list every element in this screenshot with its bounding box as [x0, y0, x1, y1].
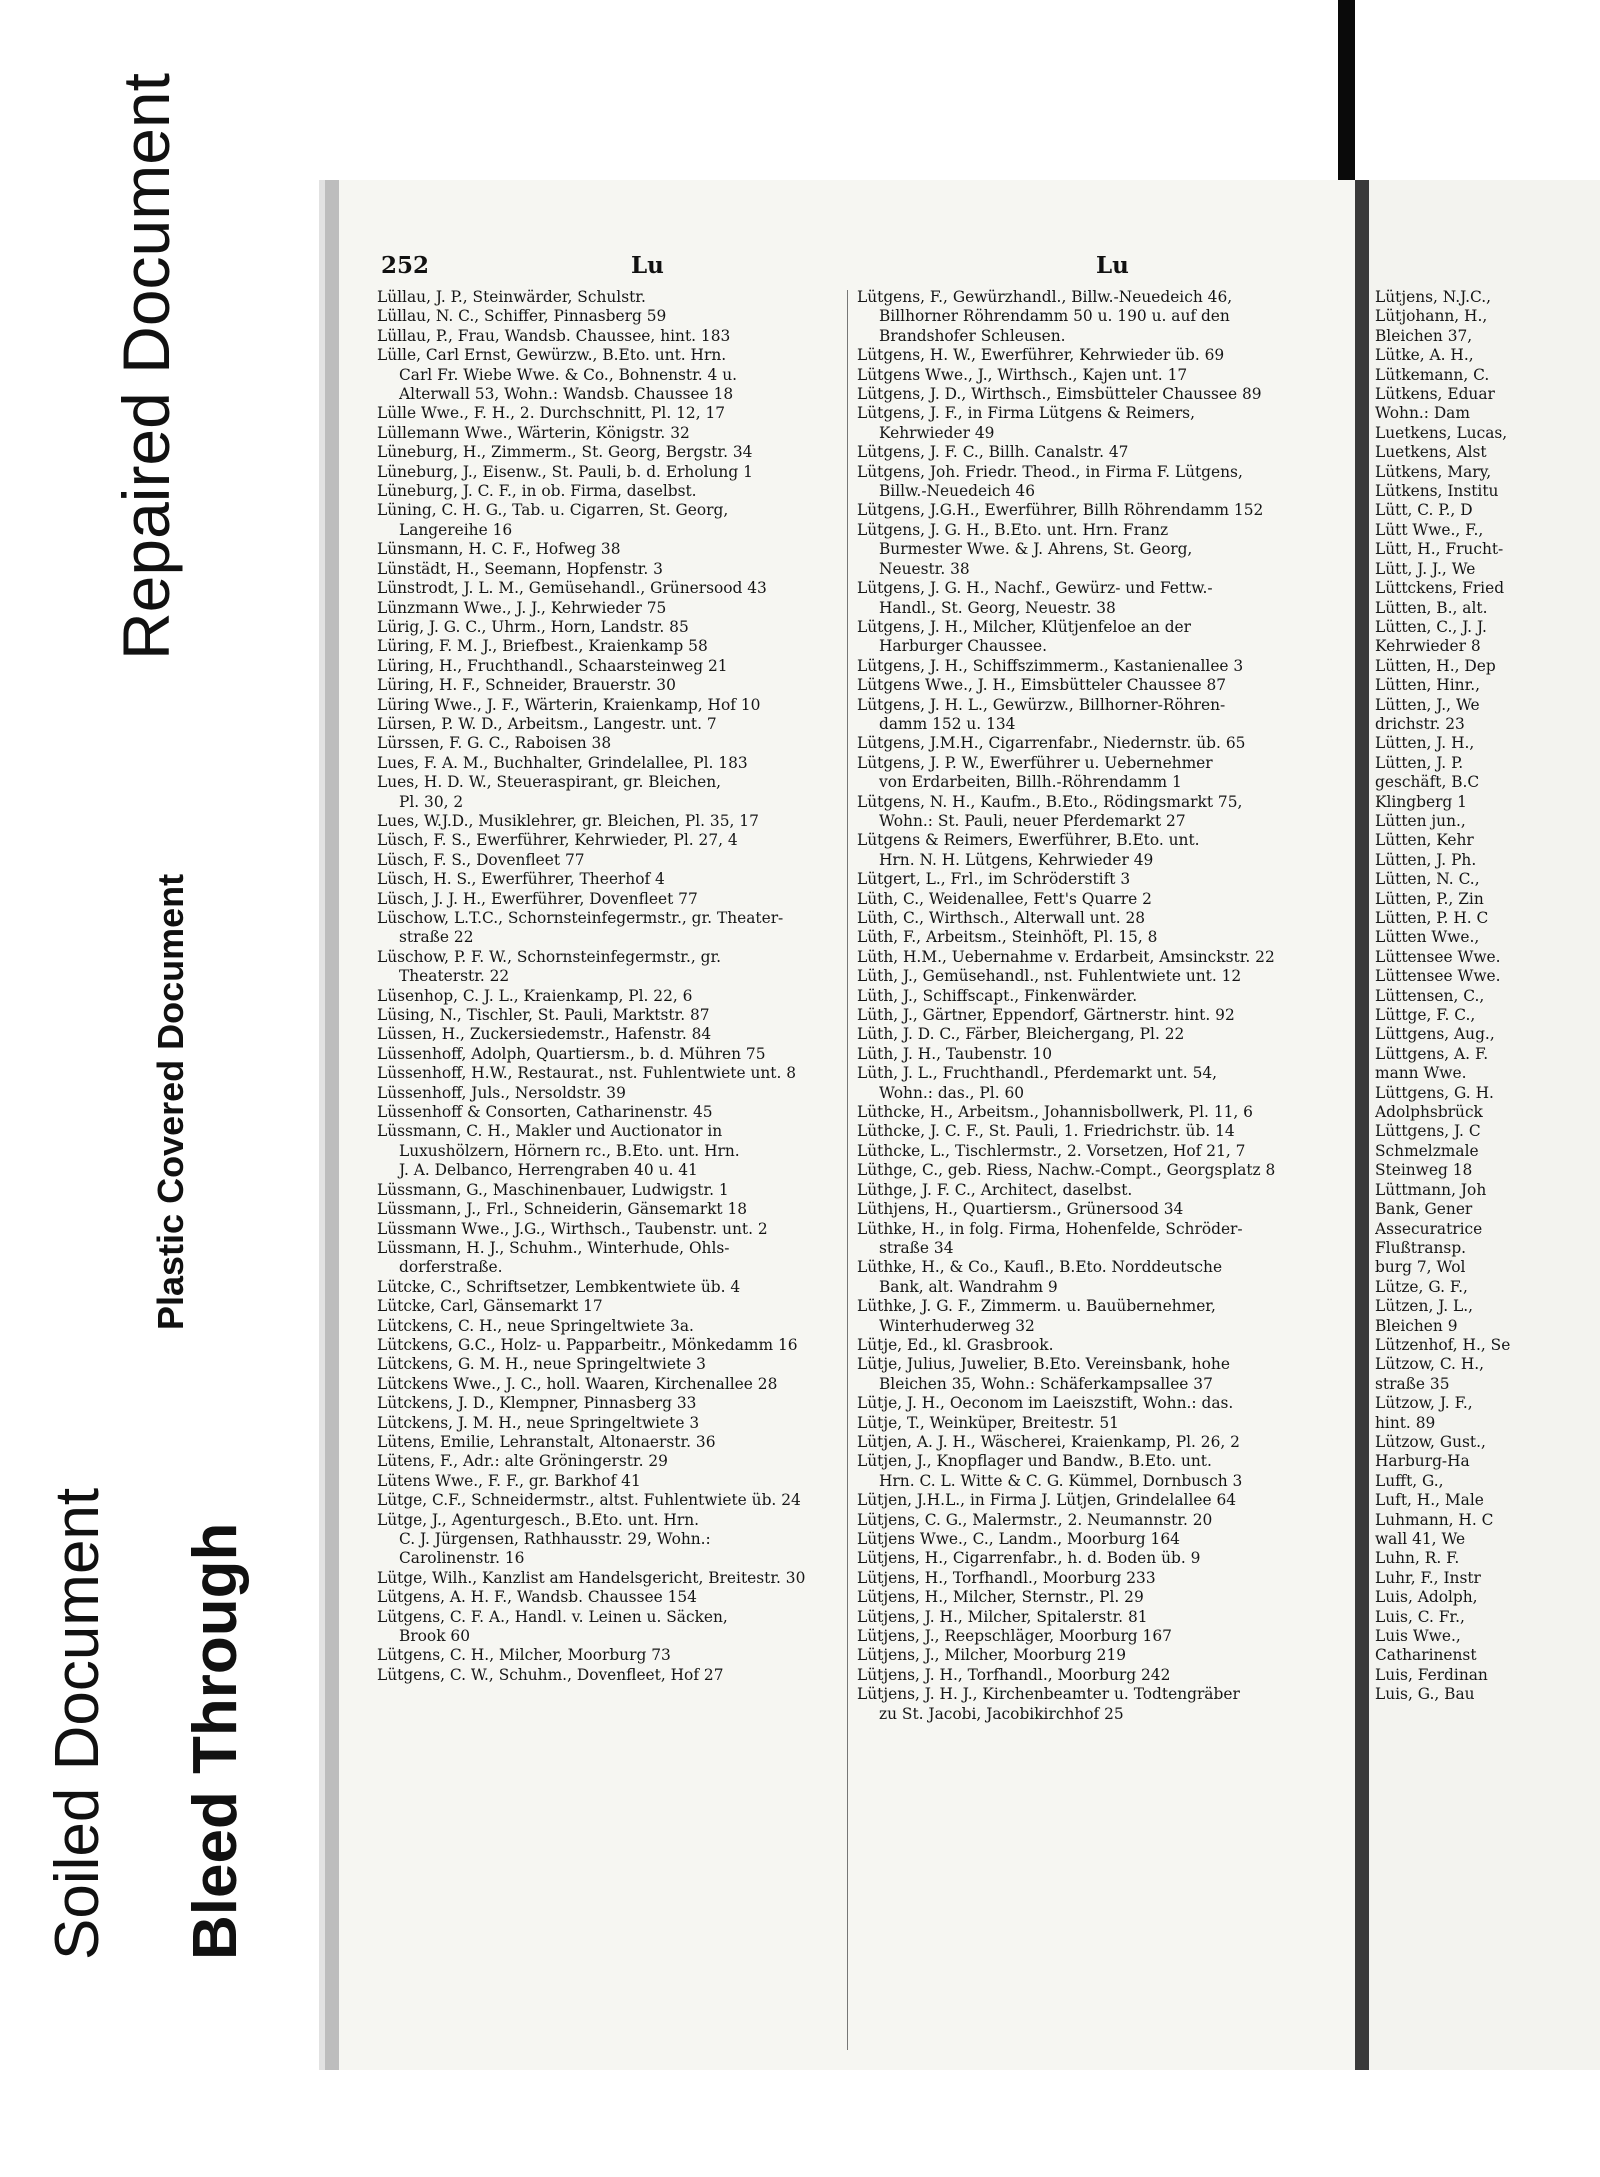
directory-page — [325, 180, 1369, 2070]
facing-entry-fragment: Lüttgens, G. H. — [1375, 1083, 1494, 1102]
page-number: 252 — [381, 252, 430, 279]
directory-entry-line: Lüth, C., Weidenallee, Fett's Quarre 2 — [857, 889, 1152, 908]
directory-entry-line: Lünzmann Wwe., J. J., Kehrwieder 75 — [377, 598, 667, 617]
directory-entry-line: Lüth, J. D. C., Färber, Bleichergang, Pl. 22 — [857, 1025, 1185, 1044]
directory-entry-line: Lütge, Wilh., Kanzlist am Handelsgericht, Breitestr. 30 — [377, 1568, 806, 1587]
directory-entry-line: Lüssmann Wwe., J.G., Wirthsch., Taubenstr. unt. 2 — [377, 1219, 768, 1238]
directory-entry-line: Lütgens, N. H., Kaufm., B.Eto., Rödingsmarkt 75, — [857, 792, 1243, 811]
directory-entry-line: Lütckens, J. M. H., neue Springeltwiete 3 — [377, 1413, 700, 1432]
directory-entry-line: Lütgens, C. H., Milcher, Moorburg 73 — [377, 1646, 671, 1665]
facing-entry-fragment: Lützenhof, H., Se — [1375, 1335, 1511, 1354]
facing-entry-fragment: Lütten, Hinr., — [1375, 676, 1481, 695]
directory-entry-line: Lütgens Wwe., J. H., Eimsbütteler Chaussee 87 — [857, 676, 1227, 695]
facing-entry-fragment: Lütkens, Eduar — [1375, 385, 1495, 404]
directory-entry-line: Lütckens, J. D., Klempner, Pinnasberg 33 — [377, 1394, 697, 1413]
facing-entry-fragment: Lütten jun., — [1375, 811, 1466, 830]
directory-entry-line: Luxushölzern, Hörnern rc., B.Eto. unt. Hrn. — [399, 1141, 740, 1160]
facing-entry-fragment: Assecuratrice — [1375, 1219, 1483, 1238]
facing-entry-fragment: Lütkens, Mary, — [1375, 462, 1492, 481]
degradation-labels — [0, 0, 320, 2177]
directory-entry-line: Lüneburg, J. C. F., in ob. Firma, daselbst. — [377, 482, 697, 501]
directory-entry-line: Lüring, H. F., Schneider, Brauerstr. 30 — [377, 676, 676, 695]
directory-entry-line: Lütgens, J.G.H., Ewerführer, Billh Röhrendamm 152 — [857, 501, 1264, 520]
directory-entry-line: Lüssen, H., Zuckersiedemstr., Hafenstr. 84 — [377, 1025, 712, 1044]
facing-entry-fragment: Lütten, B., alt. — [1375, 598, 1488, 617]
directory-entry-line: Lütjen, J., Knopflager und Bandw., B.Eto. unt. — [857, 1452, 1212, 1471]
facing-entry-fragment: Schmelzmale — [1375, 1141, 1479, 1160]
directory-entry-line: Lütgens, J. D., Wirthsch., Eimsbütteler Chaussee 89 — [857, 385, 1262, 404]
book-gutter — [1355, 180, 1369, 2070]
directory-entry-line: Lüsch, F. S., Ewerführer, Kehrwieder, Pl. 27, 4 — [377, 831, 738, 850]
directory-entry-line: Lütje, Julius, Juwelier, B.Eto. Vereinsbank, hohe — [857, 1355, 1230, 1374]
directory-entry-line: Alterwall 53, Wohn.: Wandsb. Chaussee 18 — [399, 385, 734, 404]
directory-entry-line: Lütjens, C. G., Malermstr., 2. Neumannstr. 20 — [857, 1510, 1213, 1529]
facing-entry-fragment: Bank, Gener — [1375, 1200, 1473, 1219]
directory-entry-line: Lütgens, J. G. H., B.Eto. unt. Hrn. Franz — [857, 520, 1169, 539]
page-header — [381, 252, 1311, 288]
facing-entry-fragment: Lütten, H., Dep — [1375, 656, 1496, 675]
facing-entry-fragment: Lüttmann, Joh — [1375, 1180, 1487, 1199]
directory-entry-line: Handl., St. Georg, Neuestr. 38 — [879, 598, 1116, 617]
directory-entry-line: Lütgens, J. H., Milcher, Klütjenfeloe an der — [857, 617, 1192, 636]
directory-entry-line: Lülle, Carl Ernst, Gewürzw., B.Eto. unt. Hrn. — [377, 346, 727, 365]
directory-entry-line: Harburger Chaussee. — [879, 637, 1047, 656]
directory-entry-line: Hrn. C. L. Witte & C. G. Kümmel, Dornbusch 3 — [879, 1471, 1243, 1490]
facing-entry-fragment: Lütten, J. H., — [1375, 734, 1475, 753]
facing-entry-fragment: drichstr. 23 — [1375, 714, 1465, 733]
facing-entry-fragment: Adolphsbrück — [1375, 1103, 1483, 1122]
facing-entry-fragment: Flußtransp. — [1375, 1238, 1467, 1257]
facing-entry-fragment: Luhn, R. F. — [1375, 1549, 1460, 1568]
directory-entry-line: Lüssmann, H. J., Schuhm., Winterhude, Ohls- — [377, 1238, 730, 1257]
directory-entry-line: Lüth, J. H., Taubenstr. 10 — [857, 1044, 1053, 1063]
directory-entry-line: Lütjen, A. J. H., Wäscherei, Kraienkamp, Pl. 26, 2 — [857, 1432, 1240, 1451]
facing-entry-fragment: Lüttensee Wwe. — [1375, 967, 1501, 986]
facing-entry-fragment: Luis Wwe., — [1375, 1627, 1461, 1646]
directory-entry-line: Lüssenhoff, Adolph, Quartiersm., b. d. Mühren 75 — [377, 1044, 766, 1063]
directory-entry-line: Lüth, J., Gemüsehandl., nst. Fuhlentwiete unt. 12 — [857, 967, 1242, 986]
directory-entry-line: Pl. 30, 2 — [399, 792, 464, 811]
facing-entry-fragment: Steinweg 18 — [1375, 1161, 1473, 1180]
facing-entry-fragment: Lüttgens, A. F. — [1375, 1044, 1489, 1063]
directory-entry-line: Lütjens, H., Torfhandl., Moorburg 233 — [857, 1568, 1156, 1587]
directory-entry-line: Lütgens, J. G. H., Nachf., Gewürz- und Fettw.- — [857, 579, 1213, 598]
facing-entry-fragment: Bleichen 37, — [1375, 326, 1473, 345]
directory-entry-line: Lüth, F., Arbeitsm., Steinhöft, Pl. 15, 8 — [857, 928, 1158, 947]
directory-entry-line: Billhorner Röhrendamm 50 u. 190 u. auf den — [879, 307, 1230, 326]
label-soiled-document: Soiled Document — [43, 1487, 112, 1960]
facing-entry-fragment: Lüttge, F. C., — [1375, 1006, 1476, 1025]
facing-entry-fragment: Wohn.: Dam — [1375, 404, 1470, 423]
facing-entry-fragment: Lütten, J. Ph. — [1375, 850, 1477, 869]
facing-entry-fragment: Luetkens, Lucas, — [1375, 423, 1508, 442]
directory-entry-line: Lütgens, H. W., Ewerführer, Kehrwieder üb. 69 — [857, 346, 1225, 365]
facing-entry-fragment: straße 35 — [1375, 1374, 1450, 1393]
directory-entry-line: J. A. Delbanco, Herrengraben 40 u. 41 — [399, 1161, 698, 1180]
directory-entry-line: Lüsenhop, C. J. L., Kraienkamp, Pl. 22, 6 — [377, 986, 693, 1005]
directory-entry-line: Lütjens, J. H. J., Kirchenbeamter u. Todtengräber — [857, 1685, 1240, 1704]
directory-entry-line: Lüllau, J. P., Steinwärder, Schulstr. — [377, 288, 646, 306]
directory-entry-line: straße 22 — [399, 928, 474, 947]
directory-entry-line: Lüthke, H., in folg. Firma, Hohenfelde, Schröder- — [857, 1219, 1243, 1238]
directory-entry-line: Lütgens & Reimers, Ewerführer, B.Eto. unt. — [857, 831, 1200, 850]
directory-entry-line: Lüthcke, J. C. F., St. Pauli, 1. Friedrichstr. üb. 14 — [857, 1122, 1235, 1141]
facing-entry-fragment: Lüttckens, Fried — [1375, 579, 1505, 598]
directory-entry-line: Lütckens Wwe., J. C., holl. Waaren, Kirchenallee 28 — [377, 1374, 778, 1393]
directory-entry-line: Lütgens, C. W., Schuhm., Dovenfleet, Hof 27 — [377, 1665, 724, 1684]
facing-entry-fragment: Lüttensen, C., — [1375, 986, 1485, 1005]
directory-entry-line: Lüsch, J. J. H., Ewerführer, Dovenfleet 77 — [377, 889, 698, 908]
directory-entry-line: Lütjen, J.H.L., in Firma J. Lütjen, Grindelallee 64 — [857, 1491, 1237, 1510]
facing-entry-fragment: Lütkemann, C. — [1375, 365, 1490, 384]
directory-entry-line: Lüssenhoff & Consorten, Catharinenstr. 45 — [377, 1103, 713, 1122]
directory-entry-line: Lülle Wwe., F. H., 2. Durchschnitt, Pl. 12, 17 — [377, 404, 726, 423]
facing-entry-fragment: Klingberg 1 — [1375, 792, 1467, 811]
directory-entry-line: Lütjens, J., Reepschläger, Moorburg 167 — [857, 1627, 1172, 1646]
label-plastic-covered-document: Plastic Covered Document — [150, 873, 191, 1330]
left-entry-column — [377, 288, 837, 1685]
directory-entry-line: Lütgens, J. F. C., Billh. Canalstr. 47 — [857, 443, 1129, 462]
directory-entry-line: Lüthjens, H., Quartiersm., Grünersood 34 — [857, 1200, 1184, 1219]
facing-entry-fragment: Lütkens, Institu — [1375, 482, 1499, 501]
directory-entry-line: Lüssmann, C. H., Makler und Auctionator in — [377, 1122, 723, 1141]
directory-entry-line: Lüth, J. L., Fruchthandl., Pferdemarkt unt. 54, — [857, 1064, 1218, 1083]
directory-entry-line: Lüneburg, H., Zimmerm., St. Georg, Bergstr. 34 — [377, 443, 753, 462]
directory-entry-line: Theaterstr. 22 — [399, 967, 510, 986]
facing-entry-fragment: Lütke, A. H., — [1375, 346, 1474, 365]
facing-entry-fragment: Luhmann, H. C — [1375, 1510, 1494, 1529]
facing-entry-fragment: Lüttensee Wwe. — [1375, 947, 1501, 966]
directory-entry-line: Lütgens, C. F. A., Handl. v. Leinen u. Säcken, — [377, 1607, 728, 1626]
directory-entry-line: Lues, F. A. M., Buchhalter, Grindelallee, Pl. 183 — [377, 753, 748, 772]
directory-entry-line: Lüllau, P., Frau, Wandsb. Chaussee, hint. 183 — [377, 326, 731, 345]
directory-entry-line: Lüthke, J. G. F., Zimmerm. u. Bauübernehmer, — [857, 1297, 1216, 1316]
facing-entry-fragment: Lützen, J. L., — [1375, 1297, 1473, 1316]
directory-entry-line: Hrn. N. H. Lütgens, Kehrwieder 49 — [879, 850, 1154, 869]
directory-entry-line: Lüring, F. M. J., Briefbest., Kraienkamp 58 — [377, 637, 708, 656]
facing-entry-fragment: Lütjens, N.J.C., — [1375, 288, 1492, 306]
facing-entry-fragment: Lüttgens, J. C — [1375, 1122, 1481, 1141]
facing-entry-fragment: Lützow, J. F., — [1375, 1394, 1473, 1413]
directory-entry-line: Lütje, J. H., Oeconom im Laeiszstift, Wohn.: das. — [857, 1394, 1234, 1413]
label-repaired-document: Repaired Document — [109, 73, 183, 660]
directory-entry-line: Lütge, J., Agenturgesch., B.Eto. unt. Hrn. — [377, 1510, 700, 1529]
directory-entry-line: Brandshofer Schleusen. — [879, 326, 1066, 345]
directory-entry-line: Lütckens, C. H., neue Springeltwiete 3a. — [377, 1316, 694, 1335]
directory-entry-line: Lüth, J., Gärtner, Eppendorf, Gärtnerstr. hint. 92 — [857, 1006, 1235, 1025]
directory-entry-line: Burmester Wwe. & J. Ahrens, St. Georg, — [879, 540, 1193, 559]
directory-entry-line: Lütje, T., Weinküper, Breitestr. 51 — [857, 1413, 1119, 1432]
facing-page-entries — [1375, 288, 1600, 1705]
directory-entry-line: Lütgens, J. F., in Firma Lütgens & Reimers, — [857, 404, 1195, 423]
facing-entry-fragment: Lütten Wwe., — [1375, 928, 1480, 947]
directory-entry-line: Lütens Wwe., F. F., gr. Barkhof 41 — [377, 1471, 641, 1490]
facing-entry-fragment: Lütt, C. P., D — [1375, 501, 1473, 520]
facing-entry-fragment: Lüttgens, Aug., — [1375, 1025, 1495, 1044]
directory-entry-line: Wohn.: das., Pl. 60 — [879, 1083, 1025, 1102]
facing-entry-fragment: Luis, Adolph, — [1375, 1588, 1478, 1607]
directory-entry-line: Lüthcke, H., Arbeitsm., Johannisbollwerk, Pl. 11, 6 — [857, 1103, 1253, 1122]
directory-entry-line: Lütcke, Carl, Gänsemarkt 17 — [377, 1297, 603, 1316]
facing-entry-fragment: Luis, G., Bau — [1375, 1685, 1475, 1704]
directory-entry-line: Lüthge, C., geb. Riess, Nachw.-Compt., Georgsplatz 8 — [857, 1161, 1276, 1180]
facing-entry-fragment: hint. 89 — [1375, 1413, 1436, 1432]
directory-entry-line: Lüsch, F. S., Dovenfleet 77 — [377, 850, 585, 869]
facing-entry-fragment: Lütten, P. H. C — [1375, 909, 1489, 927]
directory-entry-line: Lürig, J. G. C., Uhrm., Horn, Landstr. 85 — [377, 617, 689, 636]
directory-entry-line: Bleichen 35, Wohn.: Schäferkampsallee 37 — [879, 1374, 1213, 1393]
directory-entry-line: Lütje, Ed., kl. Grasbrook. — [857, 1335, 1054, 1354]
directory-entry-line: Lüthke, H., & Co., Kaufl., B.Eto. Norddeutsche — [857, 1258, 1223, 1277]
facing-entry-fragment: Bleichen 9 — [1375, 1316, 1458, 1335]
directory-entry-line: Lütcke, C., Schriftsetzer, Lembkentwiete üb. 4 — [377, 1277, 741, 1296]
directory-entry-line: dorferstraße. — [399, 1258, 503, 1277]
facing-entry-fragment: Luhr, F., Instr — [1375, 1568, 1481, 1587]
directory-entry-line: von Erdarbeiten, Billh.-Röhrendamm 1 — [879, 773, 1182, 792]
directory-entry-line: Bank, alt. Wandrahm 9 — [879, 1277, 1058, 1296]
directory-entry-line: Lüneburg, J., Eisenw., St. Pauli, b. d. Erholung 1 — [377, 462, 753, 481]
directory-entry-line: zu St. Jacobi, Jacobikirchhof 25 — [879, 1704, 1124, 1723]
directory-entry-line: Lürsen, P. W. D., Arbeitsm., Langestr. unt. 7 — [377, 714, 717, 733]
directory-entry-line: Lüning, C. H. G., Tab. u. Cigarren, St. Georg, — [377, 501, 729, 520]
directory-entry-line: Lütjens, J., Milcher, Moorburg 219 — [857, 1646, 1127, 1665]
directory-entry-line: Lütens, F., Adr.: alte Gröningerstr. 29 — [377, 1452, 668, 1471]
facing-entry-fragment: Lütten, Kehr — [1375, 831, 1474, 850]
directory-entry-line: Lüsch, H. S., Ewerführer, Theerhof 4 — [377, 870, 665, 889]
directory-entry-line: damm 152 u. 134 — [879, 714, 1016, 733]
facing-entry-fragment: Kehrwieder 8 — [1375, 637, 1481, 656]
facing-entry-fragment: Catharinenst — [1375, 1646, 1477, 1665]
directory-entry-line: Lütckens, G.C., Holz- u. Papparbeitr., Mönkedamm 16 — [377, 1335, 798, 1354]
directory-entry-line: Lütjens, H., Cigarrenfabr., h. d. Boden üb. 9 — [857, 1549, 1201, 1568]
facing-entry-fragment: Luft, H., Male — [1375, 1491, 1484, 1510]
facing-page-edge — [1369, 180, 1600, 2070]
directory-entry-line: Lütens, Emilie, Lehranstalt, Altonaerstr. 36 — [377, 1432, 716, 1451]
directory-entry-line: Kehrwieder 49 — [879, 423, 995, 442]
directory-entry-line: Lues, W.J.D., Musiklehrer, gr. Bleichen, Pl. 35, 17 — [377, 811, 759, 830]
directory-entry-line: Lütgens, J.M.H., Cigarrenfabr., Niedernstr. üb. 65 — [857, 734, 1246, 753]
directory-entry-line: Lütgens, J. H. L., Gewürzw., Billhorner-Röhren- — [857, 695, 1226, 714]
directory-entry-line: Lüschow, L.T.C., Schornsteinfegermstr., gr. Theater- — [377, 909, 784, 927]
facing-entry-fragment: mann Wwe. — [1375, 1064, 1467, 1083]
directory-entry-line: Lues, H. D. W., Steueraspirant, gr. Bleichen, — [377, 773, 721, 792]
directory-entry-line: Langereihe 16 — [399, 520, 513, 539]
facing-entry-fragment: burg 7, Wol — [1375, 1258, 1466, 1277]
directory-entry-line: Lünsmann, H. C. F., Hofweg 38 — [377, 540, 621, 559]
directory-entry-line: Lüth, J., Schiffscapt., Finkenwärder. — [857, 986, 1138, 1005]
facing-entry-fragment: Lützow, Gust., — [1375, 1432, 1486, 1451]
directory-entry-line: Carolinenstr. 16 — [399, 1549, 525, 1568]
directory-entry-line: Brook 60 — [399, 1627, 471, 1646]
directory-entry-line: Lüssmann, J., Frl., Schneiderin, Gänsemarkt 18 — [377, 1200, 748, 1219]
left-column-heading: Lu — [631, 252, 664, 279]
facing-entry-fragment: Lützow, C. H., — [1375, 1355, 1485, 1374]
facing-entry-fragment: Luetkens, Alst — [1375, 443, 1487, 462]
directory-entry-line: C. J. Jürgensen, Rathhausstr. 29, Wohn.: — [399, 1530, 711, 1548]
facing-entry-fragment: Lütten, J. P. — [1375, 753, 1464, 772]
facing-entry-fragment: Lütze, G. F., — [1375, 1277, 1468, 1296]
label-bleed-through: Bleed Through — [181, 1522, 250, 1960]
directory-entry-line: Lüth, C., Wirthsch., Alterwall unt. 28 — [857, 909, 1146, 927]
right-column-heading: Lu — [1096, 252, 1129, 279]
directory-entry-line: Carl Fr. Wiebe Wwe. & Co., Bohnenstr. 4 u. — [399, 365, 738, 384]
directory-entry-line: Lüthge, J. F. C., Architect, daselbst. — [857, 1180, 1133, 1199]
directory-entry-line: Wohn.: St. Pauli, neuer Pferdemarkt 27 — [879, 811, 1186, 830]
facing-entry-fragment: wall 41, We — [1375, 1530, 1466, 1548]
directory-entry-line: Neuestr. 38 — [879, 559, 970, 578]
facing-entry-fragment: Lütt, H., Frucht- — [1375, 540, 1504, 559]
directory-entry-line: Lütge, C.F., Schneidermstr., altst. Fuhlentwiete üb. 24 — [377, 1491, 801, 1510]
directory-entry-line: Billw.-Neuedeich 46 — [879, 482, 1036, 501]
right-entry-column — [857, 288, 1317, 1724]
facing-entry-fragment: Lufft, G., — [1375, 1471, 1444, 1490]
directory-entry-line: Lüring Wwe., J. F., Wärterin, Kraienkamp, Hof 10 — [377, 695, 761, 714]
facing-entry-fragment: Harburg-Ha — [1375, 1452, 1470, 1471]
facing-entry-fragment: Luis, C. Fr., — [1375, 1607, 1465, 1626]
directory-entry-line: Lütjens, J. H., Torfhandl., Moorburg 242 — [857, 1665, 1171, 1684]
facing-entry-fragment: Lütten, P., Zin — [1375, 889, 1484, 908]
directory-entry-line: Lüschow, P. F. W., Schornsteinfegermstr., gr. — [377, 947, 722, 966]
directory-entry-line: Lütgens, J. H., Schiffszimmerm., Kastanienallee 3 — [857, 656, 1244, 675]
directory-entry-line: Lüssmann, G., Maschinenbauer, Ludwigstr. 1 — [377, 1180, 729, 1199]
directory-entry-line: Lüllemann Wwe., Wärterin, Königstr. 32 — [377, 423, 690, 442]
directory-entry-line: Lüth, H.M., Uebernahme v. Erdarbeit, Amsinckstr. 22 — [857, 947, 1275, 966]
directory-entry-line: Winterhuderweg 32 — [879, 1316, 1035, 1335]
directory-entry-line: Lüssenhoff, Juls., Nersoldstr. 39 — [377, 1083, 626, 1102]
column-divider — [847, 290, 848, 2050]
facing-entry-fragment: Lütt Wwe., F., — [1375, 520, 1484, 539]
directory-entry-line: Lütgens, Joh. Friedr. Theod., in Firma F. Lütgens, — [857, 462, 1243, 481]
directory-entry-line: Lüring, H., Fruchthandl., Schaarsteinweg 21 — [377, 656, 728, 675]
directory-entry-line: Lütgens Wwe., J., Wirthsch., Kajen unt. 17 — [857, 365, 1188, 384]
facing-entry-fragment: Lütjohann, H., — [1375, 307, 1488, 326]
directory-entry-line: Lüsing, N., Tischler, St. Pauli, Marktstr. 87 — [377, 1006, 710, 1025]
directory-entry-line: Lütckens, G. M. H., neue Springeltwiete 3 — [377, 1355, 706, 1374]
facing-entry-fragment: Lütt, J. J., We — [1375, 559, 1476, 578]
directory-entry-line: Lütgens, A. H. F., Wandsb. Chaussee 154 — [377, 1588, 697, 1607]
directory-entry-line: Lürssen, F. G. C., Raboisen 38 — [377, 734, 612, 753]
directory-entry-line: Lütjens, H., Milcher, Sternstr., Pl. 29 — [857, 1588, 1144, 1607]
directory-entry-line: Lünstrodt, J. L. M., Gemüsehandl., Grünersood 43 — [377, 579, 767, 598]
facing-entry-fragment: geschäft, B.C — [1375, 773, 1480, 792]
directory-entry-line: Lüthcke, L., Tischlermstr., 2. Vorsetzen, Hof 21, 7 — [857, 1141, 1246, 1160]
directory-entry-line: Lütjens, J. H., Milcher, Spitalerstr. 81 — [857, 1607, 1148, 1626]
directory-entry-line: straße 34 — [879, 1238, 954, 1257]
directory-entry-line: Lütjens Wwe., C., Landm., Moorburg 164 — [857, 1530, 1180, 1548]
directory-entry-line: Lütgert, L., Frl., im Schröderstift 3 — [857, 870, 1131, 889]
binding-shadow — [1338, 0, 1355, 180]
facing-entry-fragment: Lütten, J., We — [1375, 695, 1480, 714]
facing-entry-fragment: Lütten, N. C., — [1375, 870, 1480, 889]
facing-entry-fragment: Lütten, C., J. J. — [1375, 617, 1487, 636]
directory-entry-line: Lütgens, F., Gewürzhandl., Billw.-Neuedeich 46, — [857, 288, 1233, 306]
directory-entry-line: Lünstädt, H., Seemann, Hopfenstr. 3 — [377, 559, 663, 578]
directory-entry-line: Lüllau, N. C., Schiffer, Pinnasberg 59 — [377, 307, 667, 326]
directory-entry-line: Lüssenhoff, H.W., Restaurat., nst. Fuhlentwiete unt. 8 — [377, 1064, 797, 1083]
directory-entry-line: Lütgens, J. P. W., Ewerführer u. Uebernehmer — [857, 753, 1213, 772]
facing-entry-fragment: Luis, Ferdinan — [1375, 1665, 1488, 1684]
